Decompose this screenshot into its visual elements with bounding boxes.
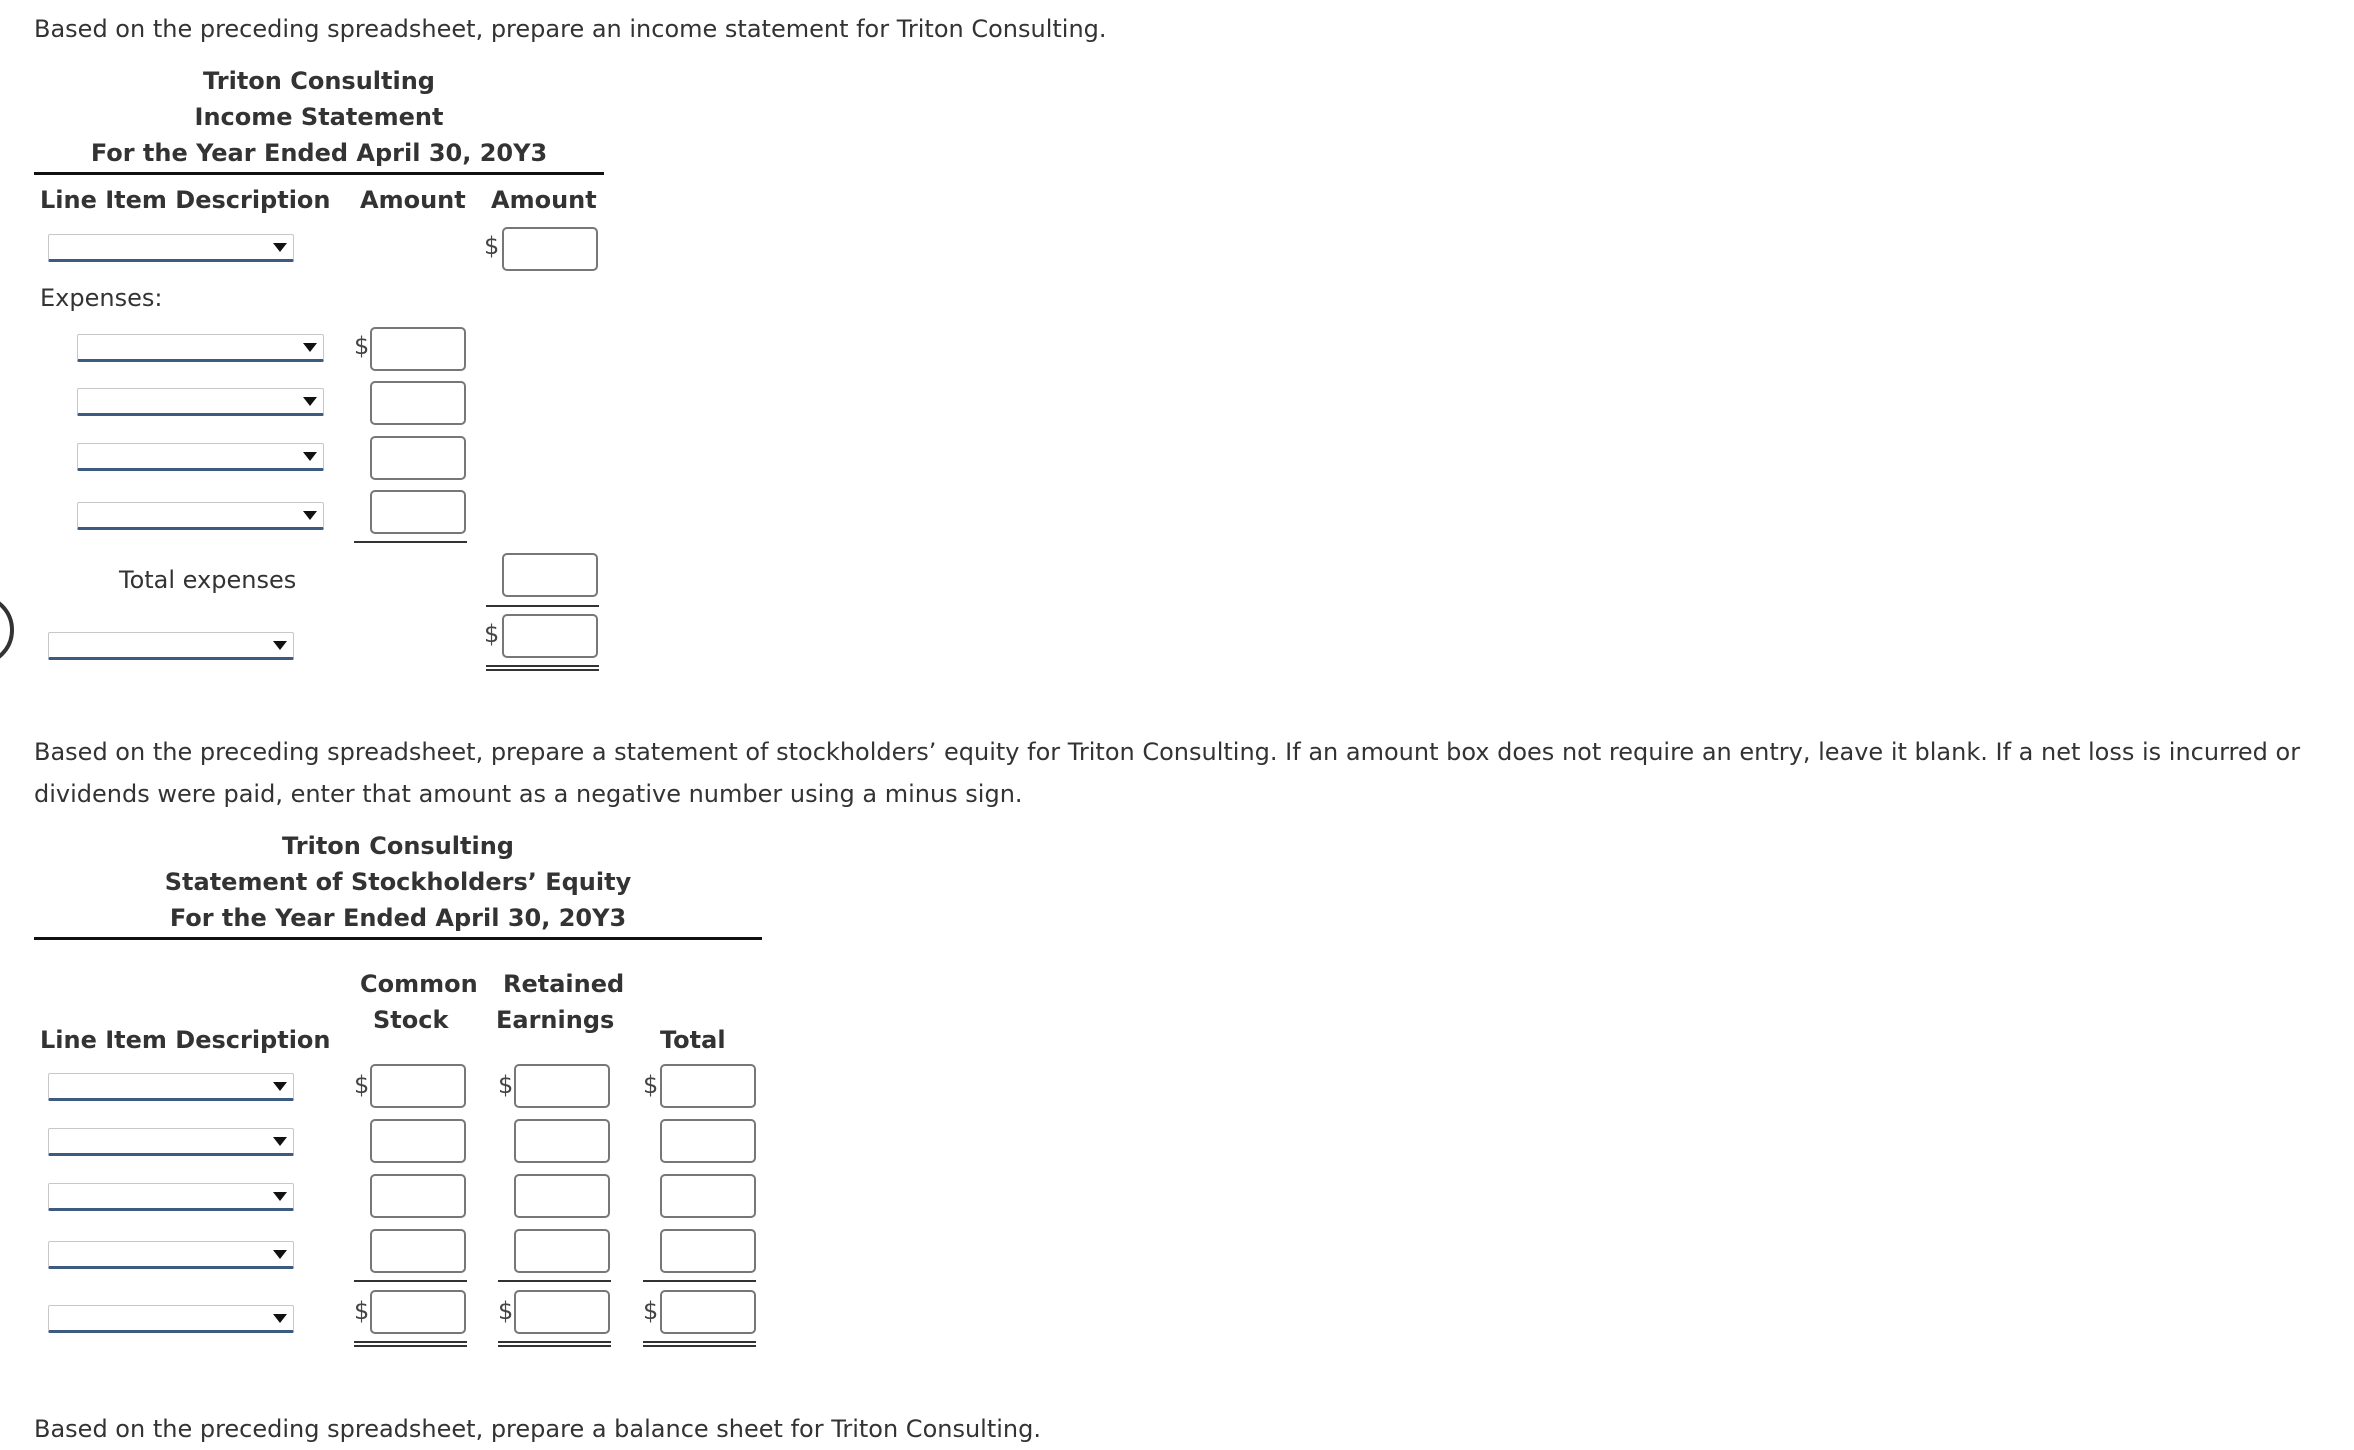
equity-statement-company: Triton Consulting	[282, 832, 514, 860]
currency-symbol: $	[498, 1071, 514, 1099]
chevron-down-icon	[303, 511, 317, 520]
equity-line-item-select-3[interactable]	[48, 1183, 294, 1211]
total-subtotal-rule	[643, 1280, 756, 1282]
equity-col-common-2: Stock	[373, 1006, 449, 1034]
total-input-3[interactable]	[660, 1174, 756, 1218]
chevron-down-icon	[303, 343, 317, 352]
equity-col-total: Total	[660, 1026, 726, 1054]
expense-amount-input-1[interactable]	[370, 327, 466, 371]
retained-earnings-subtotal-rule	[498, 1280, 611, 1282]
expense-amount-input-3[interactable]	[370, 436, 466, 480]
common-stock-input-3[interactable]	[370, 1174, 466, 1218]
retained-earnings-input-1[interactable]	[514, 1064, 610, 1108]
balance-sheet-instruction: Based on the preceding spreadsheet, prepare a balance sheet for Triton Consulting.	[34, 1415, 1041, 1443]
equity-statement-header-rule	[34, 937, 762, 940]
income-statement-header-rule	[34, 172, 604, 175]
currency-symbol: $	[354, 332, 370, 360]
retained-earnings-double-rule	[498, 1341, 611, 1347]
expense-amount-input-4[interactable]	[370, 490, 466, 534]
equity-col-common-1: Common	[360, 970, 478, 998]
income-statement-title: Income Statement	[194, 103, 444, 131]
currency-symbol: $	[498, 1297, 514, 1325]
expenses-subtotal-rule	[354, 541, 467, 543]
net-income-double-rule	[486, 665, 599, 671]
equity-instruction-line-2: dividends were paid, enter that amount as a negative number using a minus sign.	[34, 780, 1023, 808]
chevron-down-icon	[303, 397, 317, 406]
income-statement-company: Triton Consulting	[203, 67, 435, 95]
currency-symbol: $	[484, 620, 500, 648]
common-stock-input-4[interactable]	[370, 1229, 466, 1273]
income-statement-period: For the Year Ended April 30, 20Y3	[90, 139, 548, 167]
equity-col-retained-1: Retained	[503, 970, 625, 998]
common-stock-double-rule	[354, 1341, 467, 1347]
total-ending-input[interactable]	[660, 1290, 756, 1334]
expense-line-item-select-1[interactable]	[77, 334, 324, 362]
currency-symbol: $	[484, 232, 500, 260]
income-col-description: Line Item Description	[40, 186, 331, 214]
expense-line-item-select-2[interactable]	[77, 388, 324, 416]
equity-statement-period: For the Year Ended April 30, 20Y3	[169, 904, 627, 932]
common-stock-input-1[interactable]	[370, 1064, 466, 1108]
common-stock-subtotal-rule	[354, 1280, 467, 1282]
equity-instruction-line-1: Based on the preceding spreadsheet, prepare a statement of stockholders’ equity for Triton Consulting. If an amount box does not require an entry, leave it blank. If a net loss is incurred or	[34, 738, 2301, 766]
equity-col-retained-2: Earnings	[496, 1006, 615, 1034]
currency-symbol: $	[354, 1297, 370, 1325]
retained-earnings-ending-input[interactable]	[514, 1290, 610, 1334]
equity-line-item-select-5[interactable]	[48, 1305, 294, 1333]
expenses-label: Expenses:	[40, 284, 163, 312]
currency-symbol: $	[354, 1071, 370, 1099]
retained-earnings-input-3[interactable]	[514, 1174, 610, 1218]
total-double-rule	[643, 1341, 756, 1347]
equity-line-item-select-4[interactable]	[48, 1241, 294, 1269]
net-income-input[interactable]	[502, 614, 598, 658]
common-stock-input-2[interactable]	[370, 1119, 466, 1163]
total-expenses-label: Total expenses	[119, 566, 297, 594]
expense-line-item-select-3[interactable]	[77, 443, 324, 471]
currency-symbol: $	[643, 1297, 659, 1325]
equity-col-description: Line Item Description	[40, 1026, 331, 1054]
total-input-2[interactable]	[660, 1119, 756, 1163]
chevron-down-icon	[303, 452, 317, 461]
chevron-down-icon	[273, 1192, 287, 1201]
total-expenses-rule	[486, 605, 599, 607]
chevron-down-icon	[273, 1250, 287, 1259]
income-col-amount-1: Amount	[360, 186, 466, 214]
total-input-4[interactable]	[660, 1229, 756, 1273]
chevron-down-icon	[273, 1082, 287, 1091]
income-statement-instruction: Based on the preceding spreadsheet, prepare an income statement for Triton Consulting.	[34, 15, 1107, 43]
equity-statement-title: Statement of Stockholders’ Equity	[164, 868, 632, 896]
total-expenses-input[interactable]	[502, 553, 598, 597]
chevron-down-icon	[273, 243, 287, 252]
income-col-amount-2: Amount	[491, 186, 597, 214]
chevron-down-icon	[273, 1137, 287, 1146]
currency-symbol: $	[643, 1071, 659, 1099]
equity-line-item-select-2[interactable]	[48, 1128, 294, 1156]
retained-earnings-input-4[interactable]	[514, 1229, 610, 1273]
revenue-amount-input[interactable]	[502, 227, 598, 271]
retained-earnings-input-2[interactable]	[514, 1119, 610, 1163]
common-stock-ending-input[interactable]	[370, 1290, 466, 1334]
chevron-down-icon	[273, 1314, 287, 1323]
expense-amount-input-2[interactable]	[370, 381, 466, 425]
scroll-indicator-circle	[0, 594, 14, 666]
chevron-down-icon	[273, 641, 287, 650]
revenue-line-item-select[interactable]	[48, 234, 294, 262]
total-input-1[interactable]	[660, 1064, 756, 1108]
expense-line-item-select-4[interactable]	[77, 502, 324, 530]
net-income-line-item-select[interactable]	[48, 632, 294, 660]
equity-line-item-select-1[interactable]	[48, 1073, 294, 1101]
